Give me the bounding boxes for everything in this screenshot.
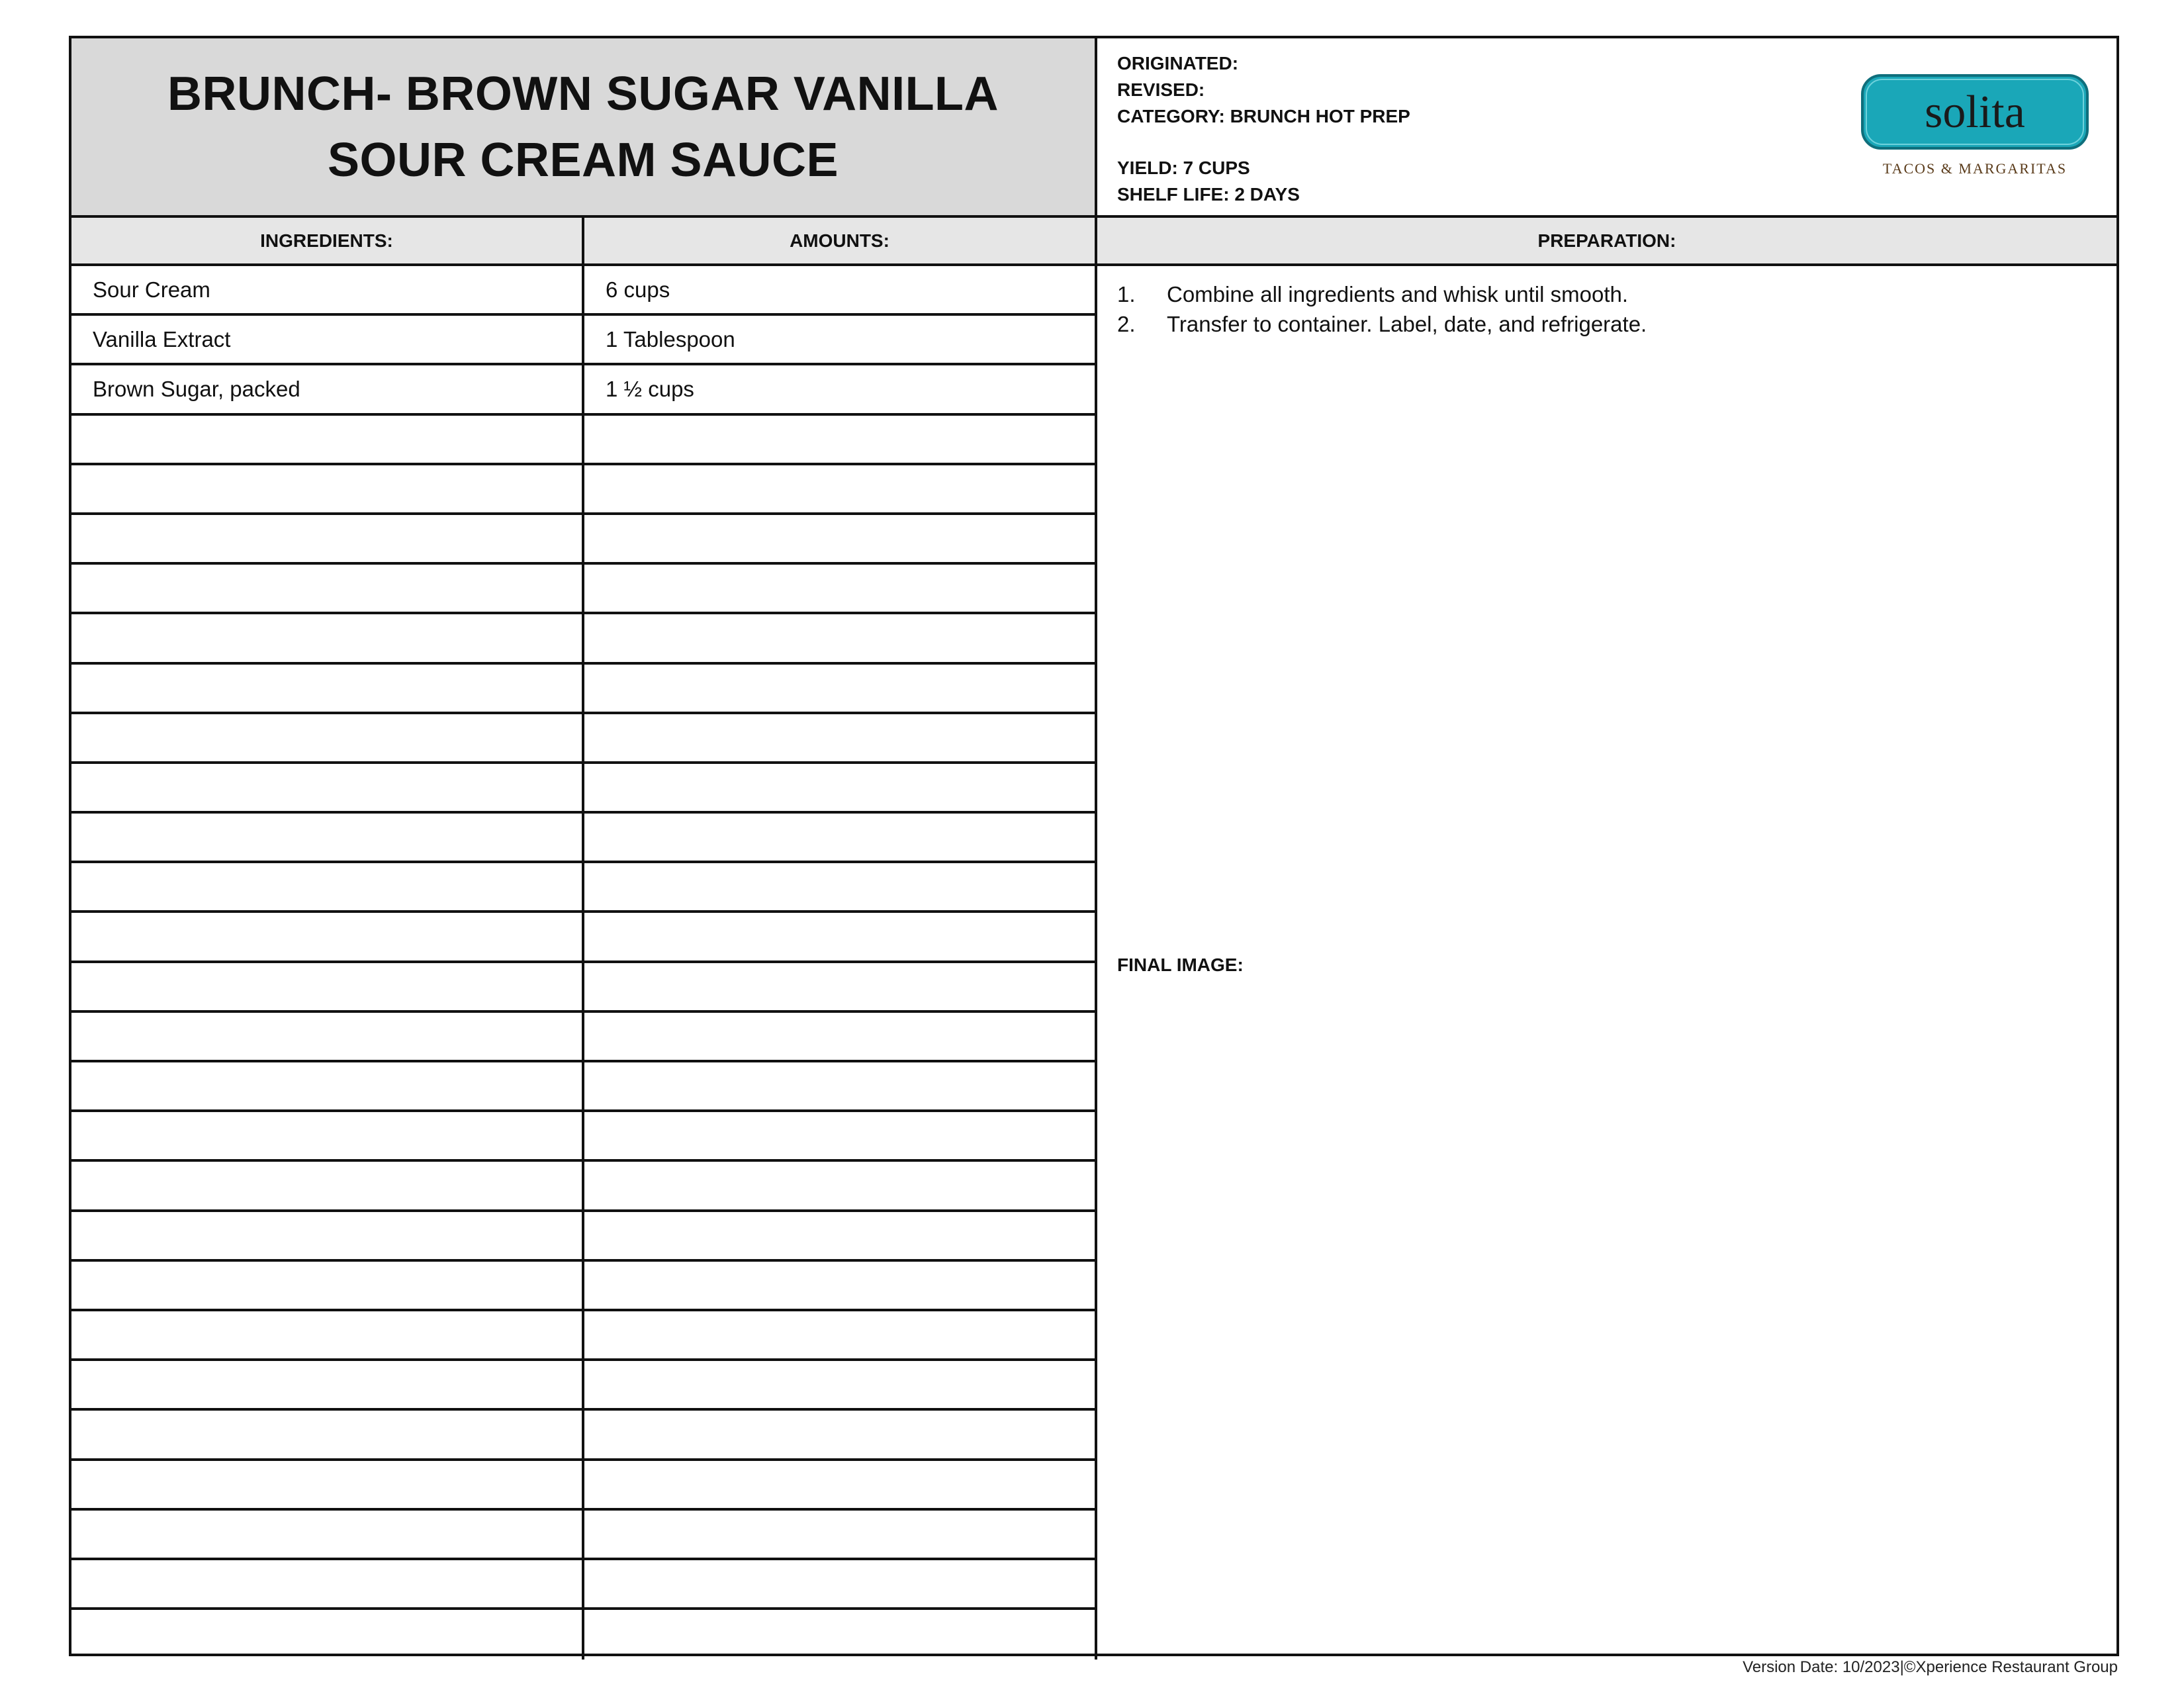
table-row: [71, 1162, 1097, 1211]
amounts-header: AMOUNTS:: [584, 218, 1097, 266]
ingredient-cell: [71, 515, 584, 562]
amount-cell: [584, 1610, 1097, 1660]
revised-label: REVISED:: [1117, 79, 1205, 100]
amount-cell: [584, 1461, 1097, 1508]
table-row: [71, 863, 1097, 913]
originated-label: ORIGINATED:: [1117, 53, 1239, 73]
ingredient-cell: Sour Cream: [71, 266, 584, 313]
table-row: [71, 963, 1097, 1013]
table-row: [71, 515, 1097, 565]
table-row: [71, 416, 1097, 465]
ingredient-cell: Brown Sugar, packed: [71, 365, 584, 412]
ingredient-cell: [71, 1361, 584, 1408]
amount-cell: [584, 1411, 1097, 1458]
solita-logo: [1860, 73, 2090, 185]
amount-cell: [584, 714, 1097, 761]
ingredient-cell: [71, 1560, 584, 1607]
amount-cell: [584, 764, 1097, 811]
ingredient-cell: [71, 1511, 584, 1558]
amount-cell: [584, 1511, 1097, 1558]
table-row: [71, 665, 1097, 714]
yield-label: YIELD: 7 CUPS: [1117, 158, 1250, 178]
table-row: [71, 1311, 1097, 1361]
ingredient-cell: [71, 913, 584, 960]
amount-cell: [584, 1262, 1097, 1309]
ingredient-cell: [71, 1162, 584, 1209]
table-row: [71, 316, 1097, 365]
ingredient-cell: [71, 614, 584, 661]
table-row: [71, 1511, 1097, 1560]
final-image-label: FINAL IMAGE:: [1117, 955, 1244, 975]
table-row: [71, 764, 1097, 814]
table-row: [71, 814, 1097, 863]
recipe-sheet: [69, 36, 2119, 1656]
ingredient-cell: [71, 963, 584, 1010]
table-row: [71, 1062, 1097, 1112]
amount-cell: [584, 1162, 1097, 1209]
ingredient-cell: [71, 416, 584, 463]
table-row: [71, 913, 1097, 962]
step-text: Combine all ingredients and whisk until smooth.: [1167, 282, 1629, 306]
amount-cell: [584, 1062, 1097, 1109]
table-row: [71, 614, 1097, 664]
ingredient-cell: [71, 1411, 584, 1458]
category-label: CATEGORY: BRUNCH HOT PREP: [1117, 106, 1410, 126]
amount-cell: [584, 465, 1097, 512]
step-item: [1117, 279, 2116, 309]
table-row: [71, 714, 1097, 764]
amount-cell: [584, 1112, 1097, 1159]
preparation-steps: [1097, 266, 2116, 339]
ingredient-cell: Vanilla Extract: [71, 316, 584, 363]
preparation-area: [1097, 266, 2116, 1654]
table-row: [71, 1461, 1097, 1511]
amount-cell: [584, 416, 1097, 463]
amount-cell: [584, 814, 1097, 861]
amount-cell: [584, 515, 1097, 562]
ingredient-cell: [71, 565, 584, 612]
amount-cell: [584, 1361, 1097, 1408]
amount-cell: 1 ½ cups: [584, 365, 1097, 412]
ingredient-cell: [71, 665, 584, 712]
step-number: 2.: [1117, 312, 1136, 336]
ingredient-cell: [71, 1112, 584, 1159]
logo-tagline: TACOS & MARGARITAS: [1882, 160, 2068, 177]
amount-cell: [584, 614, 1097, 661]
ingredient-cell: [71, 1062, 584, 1109]
table-row: [71, 465, 1097, 515]
table-row: [71, 1610, 1097, 1660]
ingredient-cell: [71, 863, 584, 910]
ingredient-cell: [71, 465, 584, 512]
amount-cell: [584, 913, 1097, 960]
amount-cell: 6 cups: [584, 266, 1097, 313]
table-row: [71, 266, 1097, 316]
table-row: [71, 1112, 1097, 1162]
amount-cell: [584, 565, 1097, 612]
amount-cell: [584, 1311, 1097, 1358]
version-footer: Version Date: 10/2023|©Xperience Restaurant Group: [1743, 1658, 2118, 1676]
ingredient-cell: [71, 1212, 584, 1259]
table-row: [71, 1262, 1097, 1311]
ingredient-cell: [71, 1311, 584, 1358]
ingredient-cell: [71, 764, 584, 811]
table-row: [71, 1411, 1097, 1460]
preparation-header: PREPARATION:: [1097, 218, 2116, 266]
table-row: [71, 1560, 1097, 1610]
shelf-life-label: SHELF LIFE: 2 DAYS: [1117, 184, 1300, 205]
title-cell: [71, 38, 1097, 218]
meta-cell: [1097, 38, 2116, 218]
step-number: 1.: [1117, 282, 1136, 306]
ingredient-cell: [71, 714, 584, 761]
amount-cell: [584, 665, 1097, 712]
table-row: [71, 365, 1097, 415]
table-row: [71, 1212, 1097, 1262]
ingredient-cell: [71, 1262, 584, 1309]
table-row: [71, 1361, 1097, 1411]
amount-cell: [584, 963, 1097, 1010]
ingredient-cell: [71, 1610, 584, 1660]
table-row: [71, 1013, 1097, 1062]
ingredients-header: INGREDIENTS:: [71, 218, 584, 266]
table-row: [71, 565, 1097, 614]
ingredient-cell: [71, 1013, 584, 1060]
step-item: [1117, 309, 2116, 339]
amount-cell: [584, 863, 1097, 910]
step-text: Transfer to container. Label, date, and refrigerate.: [1167, 312, 1647, 336]
amount-cell: [584, 1560, 1097, 1607]
ingredients-table: [71, 266, 1097, 1660]
amount-cell: 1 Tablespoon: [584, 316, 1097, 363]
amount-cell: [584, 1013, 1097, 1060]
amount-cell: [584, 1212, 1097, 1259]
recipe-title: BRUNCH- BROWN SUGAR VANILLA SOUR CREAM SAUCE: [167, 67, 999, 187]
ingredient-cell: [71, 814, 584, 861]
ingredient-cell: [71, 1461, 584, 1508]
logo-name: solita: [1925, 87, 2025, 138]
